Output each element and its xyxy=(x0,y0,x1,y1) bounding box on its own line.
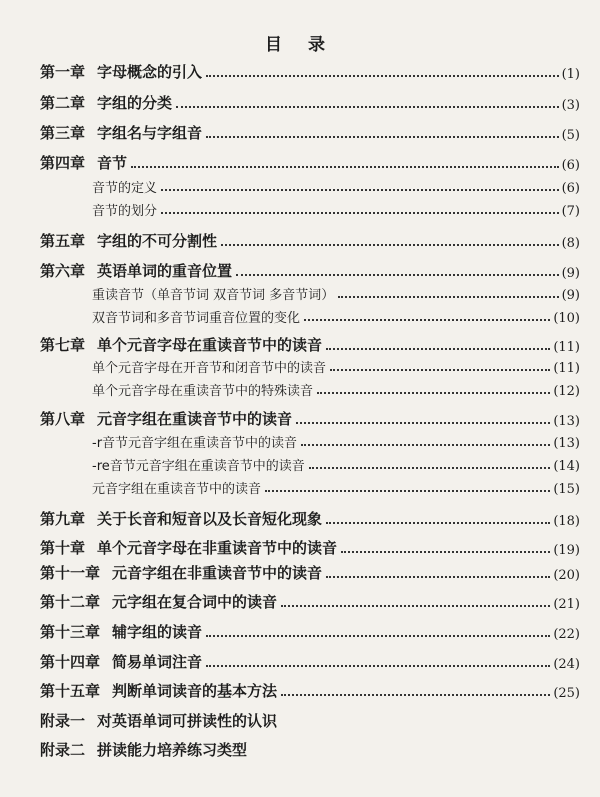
dot-leader xyxy=(236,274,559,276)
chapter-number: 第十四章 xyxy=(40,653,101,671)
entry-title: 拼读能力培养练习类型 xyxy=(97,741,248,759)
dot-leader xyxy=(326,522,550,524)
page-number: (8) xyxy=(561,236,580,251)
chapter-number: 第十章 xyxy=(40,539,86,557)
toc-subentry xyxy=(92,199,580,219)
dot-leader xyxy=(221,244,559,246)
dot-leader xyxy=(301,444,550,446)
toc-entry xyxy=(40,590,580,612)
dot-leader xyxy=(281,605,550,607)
toc-entry xyxy=(40,561,580,583)
entry-title: 字组的不可分割性 xyxy=(97,232,218,250)
chapter-number: 第二章 xyxy=(40,94,86,112)
entry-title: 简易单词注音 xyxy=(112,653,203,671)
chapter-number: 第八章 xyxy=(40,410,86,428)
dot-leader xyxy=(161,189,559,191)
dot-leader xyxy=(206,665,550,667)
page-number: (22) xyxy=(553,627,580,642)
entry-title: 字组的分类 xyxy=(97,94,173,112)
entry-title: 字母概念的引入 xyxy=(97,63,203,81)
page-number: (1) xyxy=(561,67,580,82)
chapter-number: 第十三章 xyxy=(40,623,101,641)
entry-title: 判断单词读音的基本方法 xyxy=(112,682,278,700)
page-number: (19) xyxy=(553,543,580,558)
page-number: (13) xyxy=(553,414,580,429)
entry-title: 双音节词和多音节词重音位置的变化 xyxy=(92,311,301,326)
entry-title: -r音节元音字组在重读音节中的读音 xyxy=(92,436,298,451)
dot-leader xyxy=(304,319,550,321)
page-number: (11) xyxy=(553,361,580,376)
page-number: (3) xyxy=(561,98,580,113)
entry-title: -re音节元音字组在重读音节中的读音 xyxy=(92,459,305,474)
toc-entry xyxy=(40,259,580,281)
entry-title: 单个元音字母在开音节和闭音节中的读音 xyxy=(92,361,327,376)
toc-subentry xyxy=(92,379,580,399)
toc-subentry xyxy=(92,306,580,326)
entry-title: 音节的定义 xyxy=(92,181,158,196)
page-number: (12) xyxy=(553,384,580,399)
dot-leader xyxy=(131,166,559,168)
chapter-number: 第三章 xyxy=(40,124,86,142)
toc-entry xyxy=(40,507,580,529)
page-number: (5) xyxy=(561,128,580,143)
entry-title: 单个元音字母在重读音节中的特殊读音 xyxy=(92,384,314,399)
page-number: (7) xyxy=(561,204,580,219)
toc-subentry xyxy=(92,176,580,196)
dot-leader xyxy=(326,576,550,578)
page-number: (20) xyxy=(553,568,580,583)
chapter-number: 附录二 xyxy=(40,741,86,759)
entry-title: 对英语单词可拼读性的认识 xyxy=(97,712,278,730)
toc-entry xyxy=(40,620,580,642)
page-number: (25) xyxy=(553,686,580,701)
page-number: (11) xyxy=(553,340,580,355)
entry-title: 单个元音字母在非重读音节中的读音 xyxy=(97,539,338,557)
entry-title: 字组名与字组音 xyxy=(97,124,203,142)
dot-leader xyxy=(341,551,550,553)
toc-entry xyxy=(40,679,580,701)
page-number: (9) xyxy=(561,288,580,303)
dot-leader xyxy=(317,392,550,394)
toc-subentry xyxy=(92,477,580,497)
entry-title: 元音字组在重读音节中的读音 xyxy=(92,482,262,497)
dot-leader xyxy=(309,467,551,469)
chapter-number: 第十二章 xyxy=(40,593,101,611)
toc-entry xyxy=(40,650,580,672)
page-number: (9) xyxy=(561,266,580,281)
toc-subentry xyxy=(92,283,580,303)
dot-leader xyxy=(206,75,559,77)
toc-subentry xyxy=(92,356,580,376)
dot-leader xyxy=(206,136,559,138)
dot-leader xyxy=(265,490,550,492)
dot-leader xyxy=(206,635,550,637)
toc-entry xyxy=(40,407,580,429)
entry-title: 音节 xyxy=(97,154,128,172)
chapter-number: 附录一 xyxy=(40,712,86,730)
toc-entry xyxy=(40,738,580,760)
toc-entry xyxy=(40,536,580,558)
entry-title: 单个元音字母在重读音节中的读音 xyxy=(97,336,323,354)
toc-subentry xyxy=(92,431,580,451)
entry-title: 音节的划分 xyxy=(92,204,158,219)
page-number: (15) xyxy=(553,482,580,497)
toc-entry xyxy=(40,151,580,173)
entry-title: 辅字组的读音 xyxy=(112,623,203,641)
toc-subentry xyxy=(92,454,580,474)
entry-title: 元音字组在重读音节中的读音 xyxy=(97,410,293,428)
chapter-number: 第十五章 xyxy=(40,682,101,700)
toc-entry xyxy=(40,121,580,143)
page-number: (24) xyxy=(553,657,580,672)
page-number: (6) xyxy=(561,158,580,173)
chapter-number: 第七章 xyxy=(40,336,86,354)
toc-entry xyxy=(40,333,580,355)
toc-entry xyxy=(40,229,580,251)
chapter-number: 第九章 xyxy=(40,510,86,528)
entry-title: 元音字组在非重读音节中的读音 xyxy=(112,564,323,582)
dot-leader xyxy=(338,296,558,298)
dot-leader xyxy=(161,212,559,214)
dot-leader xyxy=(330,369,550,371)
page-number: (6) xyxy=(561,181,580,196)
chapter-number: 第六章 xyxy=(40,262,86,280)
page-title: 目 录 xyxy=(265,35,335,55)
entry-title: 重读音节（单音节词 双音节词 多音节词） xyxy=(92,288,335,303)
toc-entry xyxy=(40,60,580,82)
page-number: (14) xyxy=(553,459,580,474)
dot-leader xyxy=(326,348,550,350)
page-number: (13) xyxy=(553,436,580,451)
chapter-number: 第十一章 xyxy=(40,564,101,582)
entry-title: 元字组在复合词中的读音 xyxy=(112,593,278,611)
dot-leader xyxy=(281,694,550,696)
chapter-number: 第五章 xyxy=(40,232,86,250)
entry-title: 英语单词的重音位置 xyxy=(97,262,233,280)
chapter-number: 第一章 xyxy=(40,63,86,81)
page-number: (21) xyxy=(553,597,580,612)
dot-leader xyxy=(176,106,559,108)
entry-title: 关于长音和短音以及长音短化现象 xyxy=(97,510,323,528)
toc-entry xyxy=(40,709,580,731)
dot-leader xyxy=(296,422,550,424)
page-number: (10) xyxy=(553,311,580,326)
toc-entry xyxy=(40,91,580,113)
chapter-number: 第四章 xyxy=(40,154,86,172)
page-number: (18) xyxy=(553,514,580,529)
